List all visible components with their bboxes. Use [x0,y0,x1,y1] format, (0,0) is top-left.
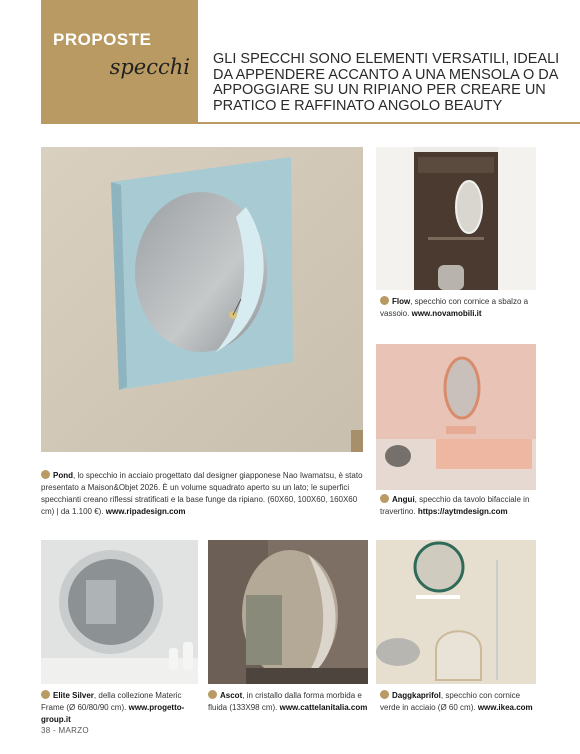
bullet-dot [380,494,389,503]
flow-link[interactable]: www.novamobili.it [411,309,482,318]
section-kicker: PROPOSTE [53,30,152,49]
daggkaprifol-caption [380,690,538,714]
flow-text: , specchio con cornice a sbalzo a vassoio. [380,297,529,318]
pond-name: Pond [53,471,73,480]
ascot-link[interactable]: www.cattelanitalia.com [279,703,368,712]
daggkaprifol-text: , specchio con cornice verde in acciaio (Ø 60 cm). [380,691,521,712]
bullet-dot [380,690,389,699]
page-footer [41,726,89,735]
elite-silver-name: Elite Silver [53,691,94,700]
elite-silver-text: , della collezione Materic Frame (Ø 60/80/90 cm). [41,691,182,712]
pond-text: , lo specchio in acciaio progettato dal designer giapponese Nao Iwamatsu, è stato presentato a Maison&Objet 2026. È un volume squadrato aperto su un lato; le superfici specchianti creano riflessi stratificati e la base funge da ripiano. (60X60, 100X60, 160X60 cm) | da 1.100 €). [41,471,363,516]
pond-caption [41,470,363,518]
bullet-dot [380,296,389,305]
footer-separator: - [53,726,56,735]
bullet-dot [41,470,50,479]
pond-link[interactable]: www.ripadesign.com [105,507,186,516]
page-number: 38 [41,726,51,735]
bullet-dot [208,690,217,699]
header-divider [198,122,580,124]
bullet-dot [41,690,50,699]
issue-month: MARZO [58,726,89,735]
pond-mirror-photo [41,147,363,452]
daggkaprifol-mirror-photo [376,540,536,684]
section-script-title: specchi [109,55,190,79]
section-header-block [41,0,198,124]
angui-text: , specchio da tavolo bifacciale in travertino. [380,495,530,516]
daggkaprifol-link[interactable]: www.ikea.com [477,703,533,712]
daggkaprifol-name: Daggkaprifol [392,691,441,700]
ascot-text: , in cristallo dalla forma morbida e fluida (133X98 cm). [208,691,362,712]
flow-mirror-photo [376,147,536,290]
angui-caption [380,494,538,518]
angui-link[interactable]: https://aytmdesign.com [417,507,508,516]
elite-silver-link[interactable]: www.progetto-group.it [41,703,185,724]
ascot-caption [208,690,370,714]
elite-silver-mirror-photo [41,540,198,684]
section-lede: GLI SPECCHI SONO ELEMENTI VERSATILI, IDEALI DA APPENDERE ACCANTO A UNA MENSOLA O DA APPOGGIARE SU UN RIPIANO PER CREARE UN PRATICO E RAFFINATO ANGOLO BEAUTY [213,51,560,114]
ascot-mirror-photo [208,540,368,684]
ascot-name: Ascot [220,691,243,700]
flow-name: Flow [392,297,411,306]
flow-caption [380,296,538,320]
angui-mirror-photo [376,344,536,490]
elite-silver-caption [41,690,199,726]
angui-name: Angui [392,495,415,504]
